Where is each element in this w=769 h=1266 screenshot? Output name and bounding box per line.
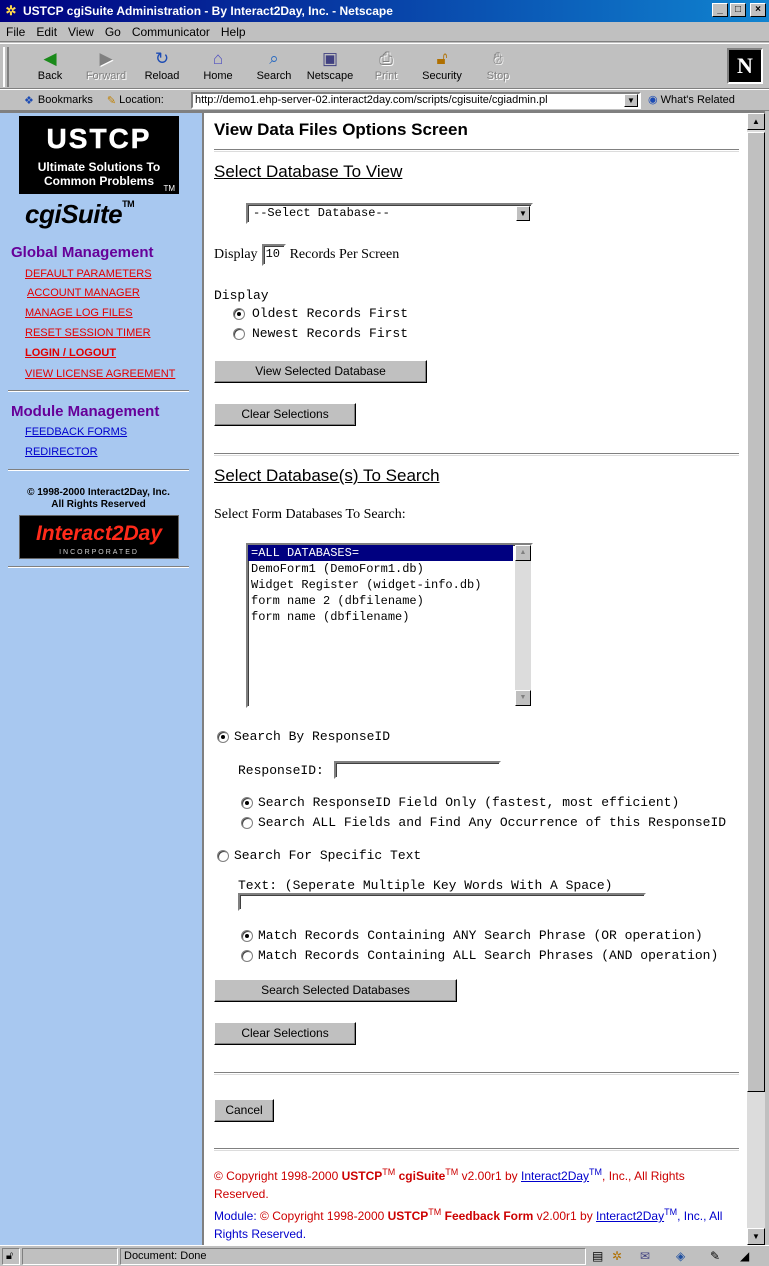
- field-only-label: Search ResponseID Field Only (fastest, most efficient): [258, 795, 680, 810]
- global-management-heading: Global Management: [11, 244, 154, 261]
- home-button[interactable]: [190, 48, 246, 88]
- footer-company-link[interactable]: Interact2Day: [521, 1169, 590, 1183]
- mail-icon[interactable]: ✉: [640, 1249, 651, 1263]
- match-all-radio[interactable]: [241, 950, 253, 962]
- toolbar-grip[interactable]: [3, 47, 9, 87]
- search-icon: ⌕: [269, 49, 279, 68]
- print-button[interactable]: [358, 48, 414, 88]
- progress-cell: [22, 1248, 118, 1265]
- whats-related-icon: ◉: [648, 94, 658, 106]
- menu-bar: [0, 22, 769, 42]
- footer-module-brand: USTCP: [387, 1209, 429, 1223]
- status-text: Document: Done: [120, 1248, 586, 1265]
- list-item[interactable]: =ALL DATABASES=: [248, 545, 513, 561]
- footer-module-product: Feedback Form: [441, 1209, 534, 1223]
- search-by-responseid-radio[interactable]: [217, 731, 229, 743]
- sidebar-link-manage-log-files[interactable]: MANAGE LOG FILES: [25, 307, 133, 319]
- id-option-all-fields[interactable]: [241, 815, 726, 830]
- location-label-text: Location:: [119, 94, 164, 106]
- product-trademark: TM: [122, 199, 135, 209]
- sidebar-link-view-license-agreement[interactable]: VIEW LICENSE AGREEMENT: [25, 368, 176, 380]
- logo-trademark: TM: [163, 184, 175, 193]
- menu-go[interactable]: Go: [104, 24, 121, 39]
- footer-module-tail: , Inc., All Rights Reserved.: [214, 1209, 723, 1241]
- footer-version: v2.00r1 by: [458, 1169, 521, 1183]
- section-divider: [214, 1148, 739, 1151]
- footer-copyright-text: © Copyright 1998-2000: [214, 1169, 342, 1183]
- footer-module-copyright-text: © Copyright 1998-2000: [260, 1209, 388, 1223]
- reload-label: Reload: [144, 70, 180, 82]
- window-right-edge: [765, 111, 769, 1245]
- list-item[interactable]: form name (dbfilename): [251, 610, 410, 624]
- ustcp-logo: [19, 116, 179, 194]
- display-label: Display: [214, 247, 258, 262]
- print-label: Print: [374, 70, 398, 82]
- sidebar-link-feedback-forms[interactable]: FEEDBACK FORMS: [25, 426, 128, 438]
- form-databases-listbox[interactable]: [246, 543, 533, 708]
- forward-arrow-icon: ▶: [99, 49, 113, 68]
- text-option-any[interactable]: [241, 928, 703, 943]
- responseid-input[interactable]: [334, 761, 501, 779]
- section-divider: [214, 453, 739, 456]
- all-fields-label: Search ALL Fields and Find Any Occurrence of this ResponseID: [258, 815, 727, 830]
- bookmarks-icon: ❖: [24, 94, 34, 107]
- newest-first-label: Newest Records First: [252, 326, 409, 341]
- forward-label: Forward: [85, 70, 127, 82]
- status-bar: [0, 1245, 769, 1266]
- padlock-icon: 🔓︎: [436, 49, 448, 68]
- view-selected-database-button[interactable]: View Selected Database: [214, 360, 427, 383]
- footer-tm: TM: [382, 1167, 396, 1177]
- footer-brand: USTCP: [341, 1169, 383, 1183]
- composer-icon[interactable]: ✎: [710, 1249, 721, 1263]
- url-input[interactable]: [191, 92, 641, 109]
- search-text-label: Text: (Seperate Multiple Key Words With A Space): [238, 878, 613, 893]
- clear-selections-button[interactable]: Clear Selections: [214, 403, 356, 426]
- location-label: [107, 94, 164, 107]
- oldest-first-radio[interactable]: [233, 308, 245, 320]
- records-per-screen-input[interactable]: 10: [262, 244, 286, 266]
- sidebar-link-login-logout[interactable]: LOGIN / LOGOUT: [25, 347, 117, 359]
- footer-tm: TM: [589, 1167, 603, 1177]
- window-controls: [712, 3, 766, 17]
- reload-icon: ↻: [154, 49, 170, 68]
- list-item[interactable]: DemoForm1 (DemoForm1.db): [251, 562, 424, 576]
- back-label: Back: [37, 70, 63, 82]
- match-any-label: Match Records Containing ANY Search Phrase (OR operation): [258, 928, 703, 943]
- list-item[interactable]: form name 2 (dbfilename): [251, 594, 424, 608]
- sidebar-copyright-line2: All Rights Reserved: [51, 499, 146, 510]
- cgisuite-logo: [25, 199, 134, 230]
- records-per-screen-row: [214, 244, 399, 266]
- menu-edit[interactable]: Edit: [36, 24, 58, 39]
- footer-module-version: v2.00r1 by: [533, 1209, 597, 1223]
- sidebar-link-reset-session-timer[interactable]: RESET SESSION TIMER: [25, 327, 151, 339]
- sidebar-divider: [8, 469, 189, 471]
- home-label: Home: [203, 70, 233, 82]
- list-item[interactable]: Widget Register (widget-info.db): [251, 578, 482, 592]
- footer-tm: TM: [445, 1167, 459, 1177]
- search-specific-text-label: Search For Specific Text: [234, 848, 422, 863]
- footer-module-copyright: [214, 1203, 739, 1243]
- footer-suite-copyright: [214, 1163, 739, 1203]
- match-all-label: Match Records Containing ALL Search Phrases (AND operation): [258, 948, 719, 963]
- resize-grip-icon[interactable]: ◢: [740, 1249, 750, 1263]
- oldest-first-label: Oldest Records First: [252, 306, 409, 321]
- database-select-value: --Select Database--: [253, 206, 390, 220]
- section-divider: [214, 1072, 739, 1075]
- sidebar-divider: [8, 390, 189, 392]
- url-dropdown-button[interactable]: [624, 94, 638, 107]
- search-by-responseid-option[interactable]: [217, 729, 390, 744]
- sidebar-copyright-line1: © 1998-2000 Interact2Day, Inc.: [27, 487, 170, 498]
- discussions-icon[interactable]: ◈: [676, 1249, 686, 1263]
- netscape-button[interactable]: [302, 48, 358, 88]
- back-arrow-icon: ◀: [43, 49, 57, 68]
- main-content: [204, 111, 747, 1245]
- sidebar-link-redirector[interactable]: REDIRECTOR: [25, 446, 98, 458]
- page-scrollbar[interactable]: [747, 111, 765, 1245]
- scroll-up-arrow-icon[interactable]: ▲: [515, 545, 531, 561]
- netscape-label: Netscape: [306, 70, 354, 82]
- footer-tail: , Inc., All Rights Reserved.: [214, 1169, 685, 1201]
- print-icon: ⎙: [379, 49, 393, 68]
- footer-product: cgiSuite: [398, 1169, 446, 1183]
- stop-label: Stop: [486, 70, 510, 82]
- window-title-bar[interactable]: [0, 0, 769, 22]
- back-button[interactable]: [22, 48, 78, 88]
- order-option-newest[interactable]: [233, 326, 408, 341]
- cancel-button[interactable]: Cancel: [214, 1099, 274, 1122]
- order-option-oldest[interactable]: [233, 306, 408, 321]
- search-label: Search: [256, 70, 292, 82]
- bookmarks-button[interactable]: [24, 94, 93, 107]
- id-option-field-only[interactable]: [241, 795, 679, 810]
- forward-button[interactable]: [78, 48, 134, 88]
- stop-button[interactable]: [470, 48, 526, 88]
- minimize-button[interactable]: _: [712, 3, 728, 17]
- search-specific-text-option[interactable]: [217, 848, 421, 863]
- logo-title: USTCP: [46, 123, 152, 154]
- offline-icon[interactable]: ▤: [592, 1249, 604, 1263]
- section-divider: [214, 149, 739, 152]
- home-icon: ⌂: [212, 49, 224, 68]
- sidebar-link-default-parameters[interactable]: DEFAULT PARAMETERS: [25, 268, 152, 280]
- stop-icon: ✋︎: [493, 49, 503, 68]
- display-order-label: Display: [214, 288, 269, 303]
- sidebar-divider: [8, 566, 189, 568]
- navigator-icon[interactable]: ✲: [612, 1249, 623, 1263]
- listbox-scrollbar[interactable]: [515, 545, 531, 706]
- menu-view[interactable]: View: [68, 24, 94, 39]
- security-status-cell[interactable]: [2, 1248, 20, 1265]
- search-text-input[interactable]: [238, 893, 646, 911]
- scroll-up-arrow-icon[interactable]: ▲: [747, 113, 765, 130]
- search-by-responseid-label: Search By ResponseID: [234, 729, 391, 744]
- scrollbar-thumb[interactable]: [747, 132, 765, 1092]
- navigation-toolbar: [0, 43, 769, 89]
- records-per-screen-label: Records Per Screen: [289, 247, 400, 262]
- footer-module-prefix: Module:: [214, 1209, 261, 1223]
- whats-related-label: What's Related: [660, 93, 735, 106]
- module-management-heading: Module Management: [11, 403, 160, 420]
- maximize-button[interactable]: □: [730, 3, 746, 17]
- match-any-radio[interactable]: [241, 930, 253, 942]
- field-only-radio[interactable]: [241, 797, 253, 809]
- netscape-app-icon: ✲: [5, 3, 17, 18]
- footer-tm: TM: [664, 1207, 678, 1217]
- security-button[interactable]: [414, 48, 470, 88]
- bookmarks-label: Bookmarks: [37, 94, 93, 106]
- newest-first-radio[interactable]: [233, 328, 245, 340]
- page-title: View Data Files Options Screen: [214, 120, 468, 139]
- form-databases-label: Select Form Databases To Search:: [214, 507, 406, 522]
- admin-sidebar: [0, 111, 204, 1245]
- scroll-down-arrow-icon[interactable]: ▼: [515, 690, 531, 706]
- search-section-heading: Select Database(s) To Search: [214, 466, 440, 485]
- view-section-heading: Select Database To View: [214, 162, 403, 181]
- database-select-dropdown[interactable]: [516, 206, 530, 221]
- location-toolbar: [0, 89, 769, 111]
- search-specific-text-radio[interactable]: [217, 850, 229, 862]
- text-option-all[interactable]: [241, 948, 718, 963]
- interact2day-logo[interactable]: [19, 515, 179, 559]
- padlock-icon: 🔓︎: [6, 1250, 14, 1262]
- menu-communicator[interactable]: Communicator: [131, 24, 210, 39]
- url-text: http://demo1.ehp-server-02.interact2day.com/scripts/cgisuite/cgiadmin.pl: [195, 94, 548, 106]
- menu-file[interactable]: File: [6, 24, 26, 39]
- interact2day-logo-sub: INCORPORATED: [59, 549, 139, 556]
- window-title: USTCP cgiSuite Administration - By Interact2Day, Inc. - Netscape: [23, 4, 393, 18]
- my-netscape-icon: ▣: [321, 49, 339, 68]
- search-selected-databases-button[interactable]: Search Selected Databases: [214, 979, 457, 1002]
- scroll-down-arrow-icon[interactable]: ▼: [747, 1228, 765, 1245]
- interact2day-logo-name: Interact2Day: [35, 522, 163, 545]
- search-button[interactable]: [246, 48, 302, 88]
- whats-related-button[interactable]: [648, 93, 735, 106]
- chevron-down-icon: ▼: [519, 209, 527, 218]
- product-name: cgiSuite: [25, 199, 123, 229]
- clear-selections-button[interactable]: Clear Selections: [214, 1022, 356, 1045]
- menu-help[interactable]: Help: [220, 24, 246, 39]
- security-label: Security: [422, 70, 462, 82]
- netscape-throbber-logo[interactable]: N: [727, 48, 763, 84]
- sidebar-link-account-manager[interactable]: ACCOUNT MANAGER: [27, 287, 140, 299]
- sidebar-copyright: [8, 487, 189, 511]
- footer-module-company-link[interactable]: Interact2Day: [596, 1209, 665, 1223]
- chevron-down-icon: ▼: [627, 96, 635, 105]
- all-fields-radio[interactable]: [241, 817, 253, 829]
- close-button[interactable]: ×: [750, 3, 766, 17]
- reload-button[interactable]: [134, 48, 190, 88]
- copyright-footer: [214, 1163, 739, 1243]
- page-proxy-icon[interactable]: ✎: [106, 94, 117, 107]
- footer-tm: TM: [428, 1207, 442, 1217]
- logo-tagline: Ultimate Solutions To Common Problems: [37, 160, 161, 188]
- database-select[interactable]: [246, 203, 533, 224]
- responseid-label: ResponseID:: [238, 763, 324, 778]
